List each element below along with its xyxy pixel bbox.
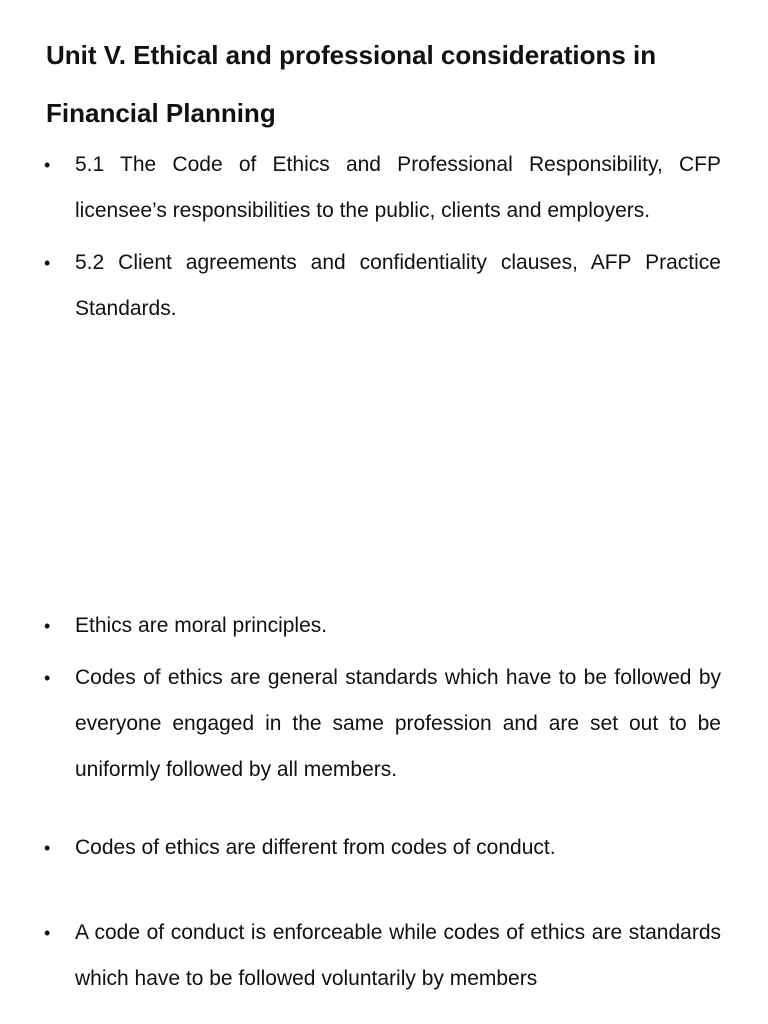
ethics-bullet-list: [0, 603, 768, 1002]
bullet-text: Codes of ethics are general standards which have to be followed by everyone engaged in the same profession and are set out to be uniformly followed by all members.: [75, 666, 721, 781]
bullet-icon: •: [44, 155, 51, 175]
bullet-item-5-1: [0, 142, 768, 234]
bullet-icon: •: [44, 838, 51, 858]
bullet-item-5-2: [0, 240, 768, 332]
bullet-text: A code of conduct is enforceable while codes of ethics are standards which have to be followed voluntarily by members: [75, 921, 721, 990]
bullet-icon: •: [44, 668, 51, 688]
bullet-item-code-of-conduct: [0, 910, 768, 1002]
syllabus-bullet-list: [0, 142, 768, 332]
bullet-item-ethics-definition: [0, 603, 768, 649]
bullet-icon: •: [44, 923, 51, 943]
bullet-item-ethics-vs-conduct: [0, 825, 768, 871]
bullet-icon: •: [44, 253, 51, 273]
bullet-text: 5.1 The Code of Ethics and Professional Responsibility, CFP licensee’s responsibilities to the public, clients and employers.: [75, 153, 721, 222]
page-title: Unit V. Ethical and professional considerations in Financial Planning: [46, 40, 657, 128]
bullet-text: 5.2 Client agreements and confidentiality clauses, AFP Practice Standards.: [75, 251, 721, 320]
bullet-item-codes-of-ethics: [0, 655, 768, 793]
bullet-icon: •: [44, 616, 51, 636]
bullet-text: Codes of ethics are different from codes of conduct.: [75, 836, 556, 859]
bullet-text: Ethics are moral principles.: [75, 614, 328, 637]
